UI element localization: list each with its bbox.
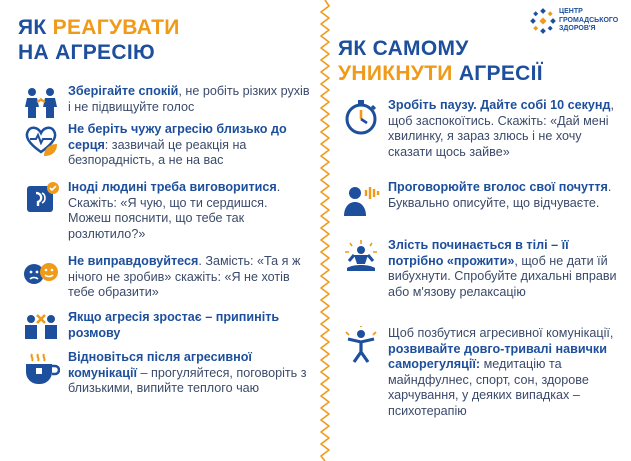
list-item [22, 122, 312, 169]
left-title-line-2: НА АГРЕСІЮ [18, 41, 155, 64]
two-people-icon [22, 84, 60, 122]
item-text: Зберігайте спокій, не робіть різких рухів і не підвищуйте голос [68, 84, 310, 114]
left-title-word-1: ЯК [18, 16, 53, 39]
item-text: Якщо агресія зростає – припиніть розмову [68, 310, 280, 340]
item-text: Зробіть паузу. Дайте собі 10 секунд, щоб заспокоїтись. Скажіть: «Дай мені хвилинку, я зараз злюсь і не хочу сказати щось зайве» [388, 98, 615, 159]
item-text: Злість починається в тілі – її потрібно «прожити», щоб не дати їй вибухнути. Спробуйте дихальні вправи або м'язову релаксацію [388, 238, 617, 299]
list-item [342, 180, 624, 218]
list-item [22, 180, 312, 242]
stop-conversation-icon [22, 310, 60, 348]
list-item [22, 350, 312, 397]
right-title-line-1: ЯК САМОМУ [338, 37, 469, 60]
item-text: Проговорюйте вголос свої почуття. Буквально описуйте, що відчуваєте. [388, 180, 612, 210]
list-item [342, 98, 624, 160]
left-title-word-2: РЕАГУВАТИ [52, 16, 180, 39]
speaking-person-icon [342, 180, 380, 218]
meditating-person-icon [342, 238, 380, 276]
listening-icon [22, 180, 60, 218]
right-title-word-1: УНИКНУТИ [338, 62, 453, 85]
tea-cup-icon [22, 350, 60, 388]
item-text: Не виправдовуйтеся. Замість: «Та я ж нічого не зробив» скажіть: «Я не хотів тебе образити» [68, 254, 301, 299]
heart-leaf-icon [22, 122, 60, 160]
emotions-icon [22, 254, 60, 292]
zigzag-divider [318, 0, 332, 461]
logo-mark-icon [530, 8, 556, 34]
logo-line-1: ЦЕНТР [559, 8, 583, 16]
logo-line-2: ГРОМАДСЬКОГО [559, 16, 619, 24]
item-text: Іноді людині треба виговоритися. Скажіть: «Я чую, що ти сердишся. Можеш пояснити, що тебе так розлютило?» [68, 180, 281, 241]
stretching-person-icon [342, 326, 380, 364]
logo-line-3: ЗДОРОВ'Я [559, 25, 596, 33]
right-title-word-2: АГРЕСІЇ [452, 62, 543, 85]
logo [530, 8, 618, 34]
stopwatch-icon [342, 98, 380, 136]
list-item [342, 238, 624, 300]
item-text: Не беріть чужу агресію близько до серця: зазвичай це реакція на безпорадність, а не на вас [68, 122, 287, 167]
item-text: Щоб позбутися агресивної комунікації, розвивайте довго-тривалі навички саморегуляції: медитацію та майндфулнес, спорт, сон, здорове харчування, у деяких випадках – психотерапію [388, 326, 614, 418]
left-title [18, 15, 180, 65]
right-title [338, 36, 543, 86]
list-item [342, 326, 624, 419]
list-item [22, 84, 312, 122]
list-item [22, 254, 312, 301]
item-text: Відновіться після агресивної комунікації – прогуляйтеся, поговоріть з близькими, випийте теплого чаю [68, 350, 307, 395]
logo-text [559, 8, 618, 34]
list-item [22, 310, 312, 348]
